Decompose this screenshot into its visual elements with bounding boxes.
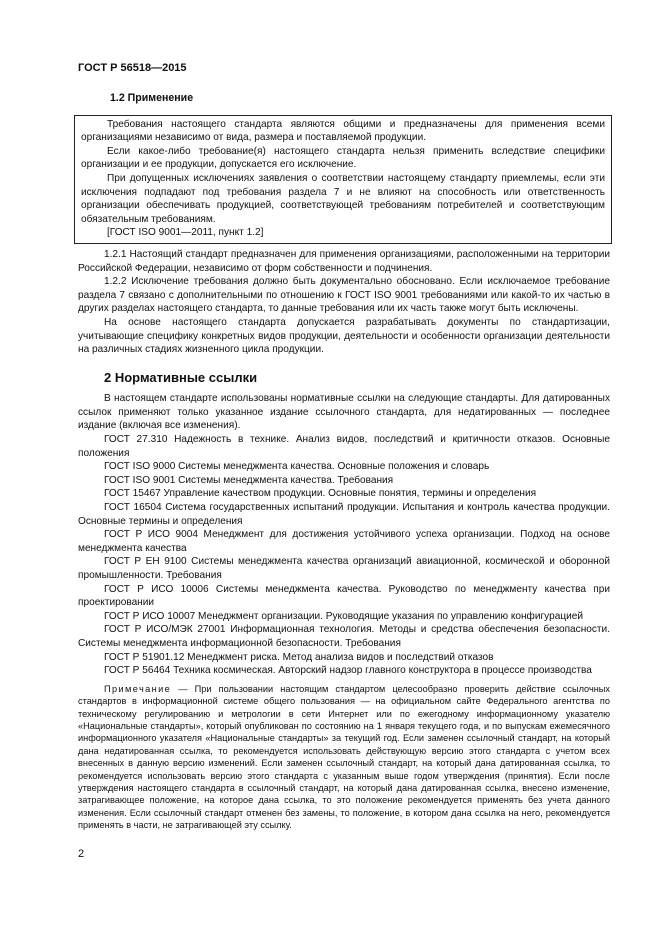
reference-item: ГОСТ 15467 Управление качеством продукции. Основные понятия, термины и определения xyxy=(104,488,537,500)
reference-item: ГОСТ ISO 9000 Системы менеджмента качества. Основные положения и словарь xyxy=(104,461,490,473)
reference-item: ГОСТ Р ИСО 10007 Менеджмент организации. Руководящие указания по управлению конфигурацией xyxy=(104,610,583,622)
reference-item: ГОСТ Р ИСО 10006 Системы менеджмента качества. Руководство по менеджменту качества при проектировании xyxy=(78,583,610,609)
note-text: — При пользовании настоящим стандартом целесообразно проверить действие ссылочных стандартов в информационной системе общего пользования — на официальном сайте Федерального агентства по техническому регулированию и метрологии в сети Интернет или по ежегодному информационному указателю «Национальные стандарты», который опубликован по состоянию на 1 января текущего года, и по выпускам ежемесячного информационного указателя «Национальные стандарты» за текущий год. Если заменен ссылочный стандарт, на который дана недатированная ссылка, то рекомендуется использовать действующую версию этого стандарта с учетом всех внесенных в данную версию изменений. Если заменен ссылочный стандарт, на который дана датированная ссылка, то рекомендуется использовать версию этого стандарта с указанным выше годом утверждения (принятия). Если после утверждения настоящего стандарта в ссылочный стандарт, на который дана датированная ссылка, внесено изменение, затрагивающее положение, на которое дана ссылка, то это положение рекомендуется применять без учета данного изменения. Если ссылочный стандарт отменен без замены, то положение, в котором дана ссылка на него, рекомендуется применять в части, не затрагивающей эту ссылку. xyxy=(78,683,610,831)
section-2-title: 2 Нормативные ссылки xyxy=(104,369,258,385)
note-label: Примечание xyxy=(104,683,172,694)
section-2-intro: В настоящем стандарте использованы нормативные ссылки на следующие стандарты. Для датированных ссылок применяют только указанное издание ссылочного стандарта, для недатированных — последнее издание (включая все изменения). xyxy=(78,393,610,432)
clause-1-2-2: 1.2.2 Исключение требования должно быть документально обосновано. Если исключаемое требование раздела 7 связано с дополнительными по отношению к ГОСТ ISO 9001 требованиями или какой-то их частью в других разделах настоящего стандарта, то данные требования или их часть также могут быть исключены. xyxy=(78,276,610,315)
reference-item: ГОСТ Р 56464 Техника космическая. Авторский надзор главного конструктора в процессе производства xyxy=(104,665,592,677)
page-number: 2 xyxy=(78,848,85,860)
reference-item: ГОСТ Р 51901.12 Менеджмент риска. Метод анализа видов и последствий отказов xyxy=(104,651,494,663)
page-header: ГОСТ Р 56518—2015 xyxy=(78,62,187,74)
note-paragraph xyxy=(78,683,610,832)
quoted-requirement-box xyxy=(74,115,612,244)
section-1-2-paragraph: На основе настоящего стандарта допускается разрабатывать документы по стандартизации, учитывающие специфику конкретных видов продукции, деятельности и особенности организации деятельности на различных стадиях жизненного цикла продукции. xyxy=(78,316,610,356)
box-paragraph: Требования настоящего стандарта являются общими и предназначены для применения всеми организациями независимо от вида, размера и поставляемой продукции. xyxy=(81,118,605,144)
box-paragraph: Если какое-либо требование(я) настоящего стандарта нельзя применить вследствие специфики организации и ее продукции, допускается его исключение. xyxy=(81,145,605,171)
clause-1-2-1: 1.2.1 Настоящий стандарт предназначен для применения организациями, расположенными на территории Российской Федерации, независимо от форм собственности и подчинения. xyxy=(78,248,610,274)
box-citation: [ГОСТ ISO 9001—2011, пункт 1.2] xyxy=(107,227,264,239)
box-paragraph: При допущенных исключениях заявления о соответствии настоящему стандарту приемлемы, если эти исключения подпадают под требования раздела 7 и не влияют на способность или ответственность организации обеспечивать продукцией, соответствующей требованиям потребителей и соответствующим обязательным требованиям. xyxy=(81,172,605,225)
reference-item: ГОСТ ISO 9001 Системы менеджмента качества. Требования xyxy=(104,474,394,486)
section-1-2-title: 1.2 Применение xyxy=(110,92,194,104)
reference-item: ГОСТ 27.310 Надежность в технике. Анализ видов, последствий и критичности отказов. Основные положения xyxy=(78,434,610,459)
page-content xyxy=(78,92,610,832)
reference-item: ГОСТ Р ЕН 9100 Системы менеджмента качества организаций авиационной, космической и оборонной промышленности. Требования xyxy=(78,556,610,581)
reference-item: ГОСТ 16504 Система государственных испытаний продукции. Испытания и контроль качества продукции. Основные термины и определения xyxy=(78,502,610,527)
reference-item: ГОСТ Р ИСО 9004 Менеджмент для достижения устойчивого успеха организации. Подход на основе менеджмента качества xyxy=(78,529,610,554)
reference-item: ГОСТ Р ИСО/МЭК 27001 Информационная технология. Методы и средства обеспечения безопасности. Системы менеджмента информационной безопасности. Требования xyxy=(78,624,610,649)
